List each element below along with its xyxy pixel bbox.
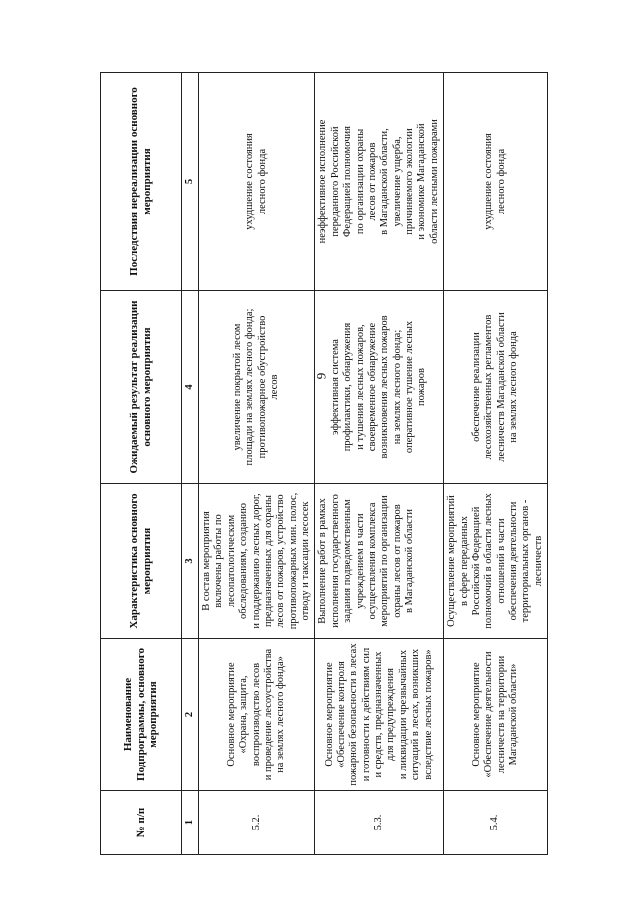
row-result: эффективная система профилактики, обнаружения и тушения лесных пожаров, своевременное обнаружение возникновения лесных пожаров на землях лесного фонда; оперативное тушение лесных пожаров — [315, 291, 444, 484]
column-number: 5 — [182, 73, 199, 291]
column-number-row — [182, 73, 199, 855]
column-number: 3 — [182, 484, 199, 639]
header-name: Наименование Подпрограммы, основного мероприятия — [101, 639, 182, 791]
page-number: 9 — [313, 372, 329, 380]
row-name: Основное мероприятие «Обеспечение контроля пожарной безопасности в лесах и готовности к действиям сил и средств, предназначенных для предупреждения и ликвидации чрезвычайных ситуаций в лесах, возникших вследствие лесных пожаров» — [315, 639, 444, 791]
header-characteristic: Характеристика основного мероприятия — [101, 484, 182, 639]
header-number: № п/п — [101, 791, 182, 855]
column-number: 4 — [182, 291, 199, 484]
header-consequence: Последствия нереализации основного мероприятия — [101, 73, 182, 291]
measures-table — [100, 72, 548, 855]
table-header-row — [101, 73, 182, 855]
table-row — [444, 73, 548, 855]
table-row — [315, 73, 444, 855]
row-characteristic: Осуществление мероприятий в сфере переданных Российской Федерацией полномочий в области лесных отношений в части обеспечения деятельности территориальных органов - лесничеств — [444, 484, 548, 639]
row-characteristic: Выполнение работ в рамках исполнения государственного задания подведомственным учреждением в части осуществления комплекса мероприятий по организации охраны лесов от пожаров в Магаданской области — [315, 484, 444, 639]
row-consequence: неэффективное исполнение переданного Российской Федерацией полномочия по организации охраны лесов от пожаров в Магаданской области, увеличение ущерба, причиняемого экологии и экономике Магаданской области лесными пожарами — [315, 73, 444, 291]
row-result: обеспечение реализации лесохозяйственных регламентов лесничеств Магаданской области на землях лесного фонда — [444, 291, 548, 484]
column-number: 2 — [182, 639, 199, 791]
table-row — [199, 73, 315, 855]
row-name: Основное мероприятие «Охрана, защита, воспроизводство лесов и проведение лесоустройства на землях лесного фонда» — [199, 639, 315, 791]
rotated-table-container — [100, 73, 544, 855]
row-number: 5.3. — [315, 791, 444, 855]
row-result: увеличение покрытой лесом площади на землях лесного фонда; противопожарное обустройство лесов — [199, 291, 315, 484]
row-number: 5.2. — [199, 791, 315, 855]
row-number: 5.4. — [444, 791, 548, 855]
header-result: Ожидаемый результат реализации основного мероприятия — [101, 291, 182, 484]
row-characteristic: В состав мероприятия включены работы по лесопатологическим обследованиям, созданию и поддержанию лесных дорог, предназначенных для охраны лесов от пожаров, устройство противопожарных мин. полос, отводу и таксации лесосек — [199, 484, 315, 639]
row-name: Основное мероприятие «Обеспечение деятельности лесничеств на территории Магаданской области» — [444, 639, 548, 791]
column-number: 1 — [182, 791, 199, 855]
row-consequence: ухудшение состояния лесного фонда — [444, 73, 548, 291]
row-consequence: ухудшение состояния лесного фонда — [199, 73, 315, 291]
